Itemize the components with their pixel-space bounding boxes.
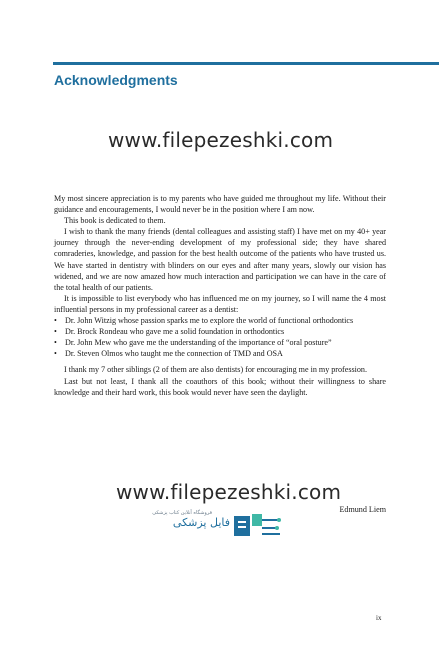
paragraph-influencers-intro: It is impossible to list everybody who has influenced me on my journey, so I will name the 4 most influential persons in my professional career as a dentist: (54, 293, 386, 314)
page-number: ix (376, 614, 382, 622)
paragraph-dedication: This book is dedicated to them. (64, 216, 166, 226)
logo-text: فایل پزشکی (172, 516, 230, 529)
list-item: • Dr. John Mew who gave me the understanding of the importance of “oral posture” (54, 337, 386, 348)
logo-mark-icon (232, 512, 284, 542)
signature: Edmund Liem (339, 505, 386, 514)
paragraph-friends: I wish to thank the many friends (dental colleagues and assisting staff) I have met on my 40+ year journey through the never-ending development of my professional side; they have shared comraderies, knowledge, and passion for the best health outcome of the patients who have trusted us. We have started in dentistry with blinders on our eyes and after many years, slowly our vision has widened, and we are now amazed how much interaction and participation we can have in the care of the total health of our patients. (54, 227, 386, 292)
list-item: • Dr. Steven Olmos who taught me the connection of TMD and OSA (54, 348, 386, 359)
heading-rule (53, 62, 439, 65)
list-item: • Dr. Brock Rondeau who gave me a solid foundation in orthodontics (54, 326, 386, 337)
paragraph-coauthors: Last but not least, I thank all the coauthors of this book; without their willingness to share knowledge and their hard work, this book would never have seen the daylight. (54, 376, 386, 397)
paragraph-parents: My most sincere appreciation is to my parents who have guided me throughout my life. Without their guidance and encouragements, I would never be in the position where I am now. (54, 194, 386, 215)
list-item: • Dr. John Witzig whose passion sparks me to explore the world of functional orthodontics (54, 315, 386, 326)
acknowledgment-body (54, 193, 386, 398)
watermark-bottom: www.filepezeshki.com (116, 480, 342, 504)
influencer-list (54, 315, 386, 359)
logo-tagline: فروشگاه آنلاین کتاب پزشکی (152, 510, 212, 516)
page-title: Acknowledgments (54, 72, 178, 88)
paragraph-siblings: I thank my 7 other siblings (2 of them are also dentists) for encouraging me in my profession. (64, 365, 368, 375)
filepezeshki-logo (152, 512, 282, 542)
watermark-top: www.filepezeshki.com (108, 128, 334, 152)
